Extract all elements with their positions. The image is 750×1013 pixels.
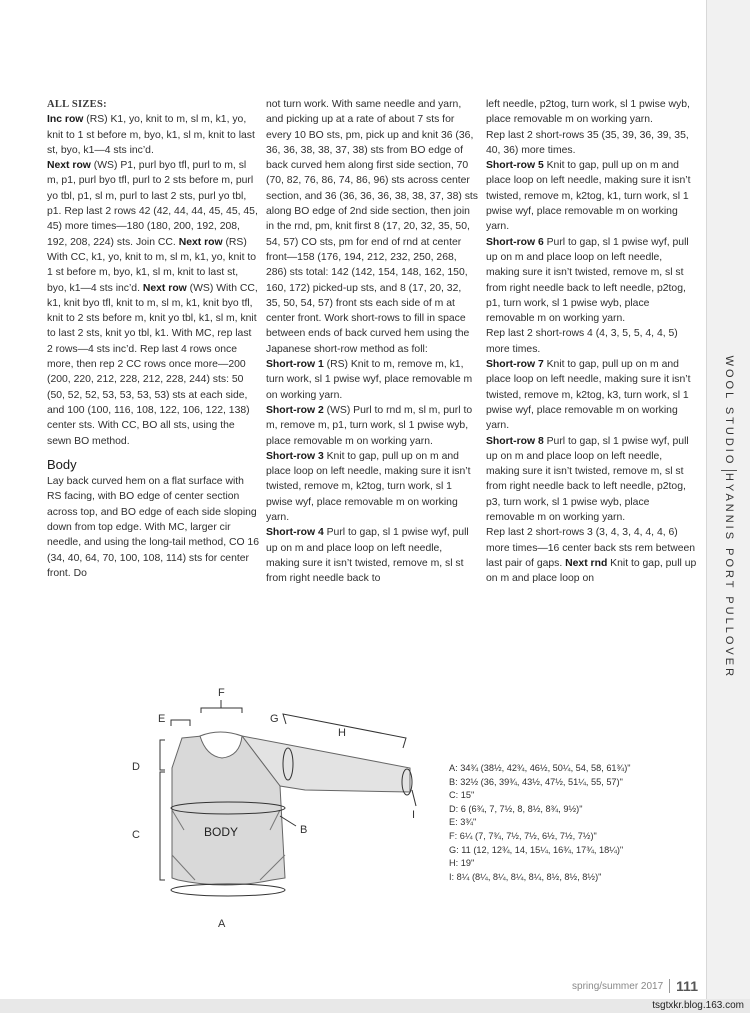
label-d: D bbox=[132, 761, 140, 773]
paragraph bbox=[266, 403, 478, 449]
row-text: (WS) Purl to rnd m, sl m, purl to m, remove m, p1, turn work, sl 1 pwise wyb, place removable m on working yarn. bbox=[266, 404, 473, 447]
label-e: E bbox=[158, 713, 166, 725]
all-sizes-heading: ALL SIZES: bbox=[47, 99, 107, 110]
paragraph: Rep last 2 short-rows 4 (4, 3, 5, 5, 4, 4, 5) more times. bbox=[486, 328, 678, 355]
label-h: H bbox=[338, 727, 346, 739]
paragraph bbox=[47, 158, 259, 449]
row-text: Purl to gap, sl 1 pwise wyf, pull up on m and place loop on left needle, making sure it isn’t twisted, remove m, sl st from right needle back to left needle, p2tog, p3, turn work, sl 1 pwise wyb, place removable m on working yarn. bbox=[486, 435, 689, 524]
body-label: BODY bbox=[204, 825, 239, 839]
pattern-title: HYANNIS PORT PULLOVER bbox=[723, 472, 735, 680]
issue-label: spring/summer 2017 bbox=[572, 980, 664, 992]
paragraph bbox=[486, 525, 698, 586]
label-c: C bbox=[132, 829, 140, 841]
row-text: (RS) Knit to m, remove m, k1, turn work, sl 1 pwise wyf, place removable m on working yarn. bbox=[266, 359, 473, 401]
row-label: Short-row 6 bbox=[486, 236, 544, 248]
paragraph: not turn work. With same needle and yarn, and picking up at a rate of about 7 sts for every 10 BO sts, pm, pick up and knit 36 (36, 36, 36, 38, 38, 37, 38) sts from BO edge of back curved hem along first side section, 70 (70, 82, 76, 86, 74, 86, 96) sts across center section, and 36 (36, 36, 36, 38, 38, 37, 38) sts along BO edge of 2nd side section, then join in the rnd, pm, knit first 8 (17, 20, 32, 35, 50, 54, 57) CO sts, pm for end of rnd at center front—158 (176, 194, 212, 232, 250, 268, 286) sts total: 142 (142, 154, 148, 162, 150, 160, 172) picked-up sts, and 8 (17, 20, 32, 35, 50, 54, 57) front sts each side of m at center front. Work short-rows to fill in space between ends of back curved hem using the Japanese short-row method as foll: bbox=[266, 99, 478, 355]
text-column-3 bbox=[486, 97, 698, 587]
label-b: B bbox=[300, 824, 308, 836]
row-text: Knit to gap, pull up on m and place loop on left needle, making sure it isn’t twisted, remove m, k2tog, k1, turn work, sl 1 pwise wyf, place removable m on working yarn. bbox=[486, 160, 691, 233]
side-strip bbox=[706, 0, 750, 1000]
paragraph: Lay back curved hem on a flat surface with RS facing, with BO edge of center section across top, and BO edge of each side sloping down from top edge. With MC, larger cir needle, and using the long-tail method, CO 16 (34, 40, 64, 70, 100, 108, 114) sts for center front. Do bbox=[47, 476, 259, 579]
measurement-item: F: 6¼ (7, 7¾, 7½, 7½, 6½, 7½, 7½)" bbox=[449, 830, 597, 841]
page-footer bbox=[572, 978, 698, 994]
paragraph: left needle, p2tog, turn work, sl 1 pwise wyb, place removable m on working yarn. bbox=[486, 99, 690, 126]
row-text: (WS) With CC, k1, knit byo tfl, knit to m, sl m, k1, knit byo tfl, knit to 2 sts before m, knit yo tbl, k1, sl m, knit to last 2 sts, knit yo tbl, k1. With MC, rep last 2 rows—4 sts inc’d. Rep last 4 rows once more, then rep 2 CC rows once more—200 (200, 220, 212, 228, 212, 228, 244) sts: 50 (50, 52, 52, 53, 53, 53, 53) sts at each side, and 100 (100, 116, 108, 122, 106, 122, 138) center sts. With CC, BO all sts, using the sewn BO method. bbox=[47, 282, 258, 447]
paragraph bbox=[266, 357, 478, 403]
section-label: WOOL STUDIO bbox=[723, 355, 735, 467]
row-label: Short-row 1 bbox=[266, 359, 324, 371]
paragraph bbox=[486, 357, 698, 433]
row-text: Knit to gap, pull up on m and place loop on bbox=[486, 557, 697, 585]
measurement-item: G: 11 (12, 12¾, 14, 15¼, 16¾, 17¾, 18¼)" bbox=[449, 844, 624, 855]
page-number: 111 bbox=[676, 978, 698, 994]
paragraph bbox=[47, 112, 259, 158]
row-label: Short-row 3 bbox=[266, 450, 324, 462]
garment-schematic bbox=[120, 680, 440, 940]
row-label: Short-row 4 bbox=[266, 527, 324, 539]
row-label: Short-row 5 bbox=[486, 160, 544, 172]
row-text: Rep last 2 short-rows 3 (3, 4, 3, 4, 4, 4, 6) more times—16 center back sts rem between last pair of gaps. bbox=[486, 527, 696, 569]
measurement-item: A: 34¾ (38½, 42¾, 46½, 50¼, 54, 58, 61¾)" bbox=[449, 763, 631, 773]
measurement-item: D: 6 (6¾, 7, 7½, 8, 8½, 8¾, 9½)" bbox=[449, 803, 583, 814]
measurement-item: B: 32½ (36, 39¾, 43½, 47½, 51¼, 55, 57)" bbox=[449, 776, 623, 787]
measurement-item: H: 19" bbox=[449, 858, 475, 869]
row-label: Next row bbox=[178, 236, 223, 248]
row-label: Next rnd bbox=[565, 557, 608, 569]
measurement-item: E: 3¾" bbox=[449, 817, 477, 828]
row-text: Knit to gap, pull up on m and place loop on left needle, making sure it isn’t twisted, remove m, k2tog, k3, turn work, sl 1 pwise wyf, place removable m on working yarn. bbox=[486, 359, 691, 432]
row-label: Short-row 7 bbox=[486, 359, 544, 371]
row-label: Inc row bbox=[47, 114, 84, 126]
row-label: Short-row 2 bbox=[266, 404, 324, 416]
paragraph bbox=[486, 235, 698, 327]
row-text: Purl to gap, sl 1 pwise wyf, pull up on m and place loop on left needle, making sure it isn’t twisted, remove m, sl st from right needle back to bbox=[266, 527, 469, 585]
row-label: Short-row 8 bbox=[486, 435, 544, 447]
paragraph bbox=[486, 158, 698, 234]
row-label: Next row bbox=[142, 282, 187, 294]
body-heading: Body bbox=[47, 456, 77, 472]
side-divider bbox=[721, 470, 737, 471]
row-text: (RS) With CC, k1, yo, knit to m, sl m, k1, yo, knit to 1 st before m, byo, k1, sl m, knit to last st, byo, k1—4 sts inc’d. bbox=[47, 236, 257, 294]
label-f: F bbox=[218, 687, 225, 699]
label-a: A bbox=[218, 918, 226, 930]
footer-divider bbox=[669, 979, 670, 993]
row-text: Knit to gap, pull up on m and place loop on left needle, making sure it isn’t twisted, remove m, k2tog, turn work, sl 1 pwise wyf, place removable m on working yarn. bbox=[266, 450, 471, 524]
paragraph bbox=[266, 525, 478, 586]
label-i: I bbox=[412, 809, 416, 821]
measurement-item: I: 8¼ (8¼, 8¼, 8¼, 8¼, 8½, 8½, 8½)" bbox=[449, 871, 602, 882]
paragraph: Rep last 2 short-rows 35 (35, 39, 36, 39, 35, 40, 36) more times. bbox=[486, 129, 689, 156]
paragraph bbox=[486, 434, 698, 526]
measurement-item: C: 15" bbox=[449, 790, 475, 801]
row-label: Next row bbox=[47, 160, 91, 172]
row-text: (WS) P1, purl byo tfl, purl to m, sl m, p1, purl byo tfl, purl to 2 sts before m, purl yo tbl, p1, sl m, purl to last 2 sts, purl yo tbl, p1. Rep last 2 rows 42 (42, 44, 44, 45, 45, 45, 45) more times—180 (180, 200, 192, 208, 192, 208, 224) sts. Join CC. bbox=[47, 160, 258, 248]
text-column-2 bbox=[266, 97, 478, 587]
text-column-1 bbox=[47, 97, 259, 581]
label-g: G bbox=[270, 713, 279, 725]
row-text: Purl to gap, sl 1 pwise wyf, pull up on m and place loop on left needle, making sure it isn’t twisted, remove m, sl st from right needle back to left needle, p2tog, p1, turn work, sl 1 pwise wyb, place removable m on working yarn. bbox=[486, 236, 689, 325]
paragraph bbox=[266, 449, 478, 525]
measurement-list bbox=[449, 762, 689, 884]
bottom-bar bbox=[0, 999, 750, 1013]
row-text: (RS) K1, yo, knit to m, sl m, k1, yo, knit to 1 st before m, byo, k1, sl m, knit to last st, byo, k1—4 sts inc’d. bbox=[47, 114, 255, 156]
watermark: tsgtxkr.blog.163.com bbox=[652, 1000, 744, 1011]
